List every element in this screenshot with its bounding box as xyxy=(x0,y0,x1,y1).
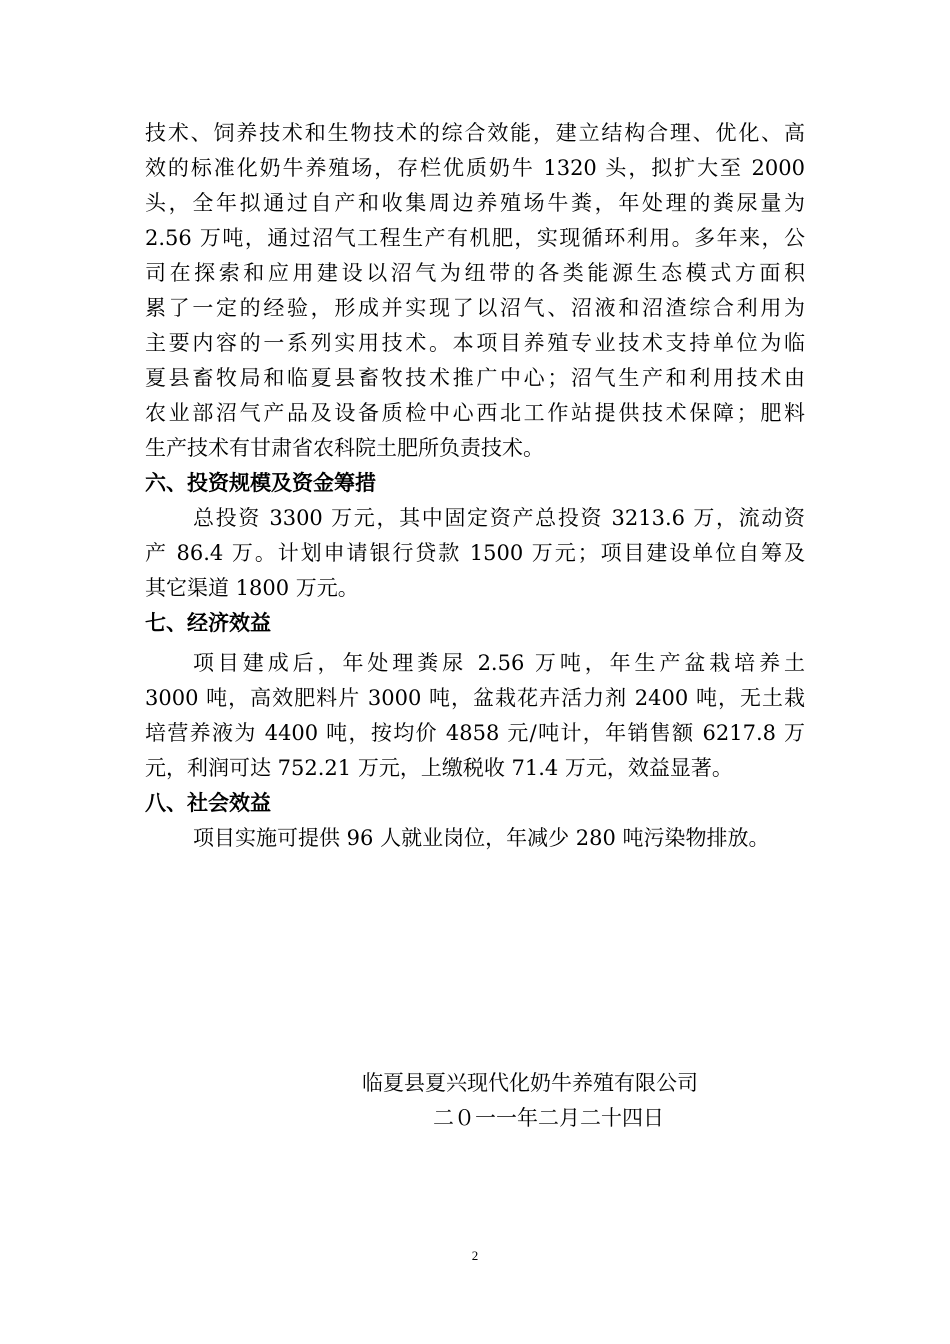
paragraph-line: 2.56 万吨，通过沼气工程生产有机肥，实现循环利用。多年来，公 xyxy=(145,226,805,250)
section-heading: 八、社会效益 xyxy=(145,790,271,815)
company-name: 临夏县夏兴现代化奶牛养殖有限公司 xyxy=(362,1071,698,1095)
paragraph-line: 效的标准化奶牛养殖场，存栏优质奶牛 1320 头，拟扩大至 2000 xyxy=(145,156,805,180)
section-heading: 六、投资规模及资金筹措 xyxy=(145,470,376,495)
paragraph-line: 产 86.4 万。计划申请银行贷款 1500 万元；项目建设单位自筹及 xyxy=(145,541,805,565)
paragraph-line: 夏县畜牧局和临夏县畜牧技术推广中心；沼气生产和利用技术由 xyxy=(145,366,805,390)
paragraph-line: 技术、饲养技术和生物技术的综合效能，建立结构合理、优化、高 xyxy=(145,121,805,145)
paragraph-line: 元，利润可达 752.21 万元，上缴税收 71.4 万元，效益显著。 xyxy=(145,756,733,780)
paragraph-line: 司在探索和应用建设以沼气为纽带的各类能源生态模式方面积 xyxy=(145,261,805,285)
paragraph-line: 3000 吨，高效肥料片 3000 吨，盆栽花卉活力剂 2400 吨，无土栽 xyxy=(145,686,805,710)
paragraph-line: 项目建成后，年处理粪尿 2.56 万吨，年生产盆栽培养土 xyxy=(193,651,805,675)
section-heading: 七、经济效益 xyxy=(145,610,271,635)
paragraph-line: 农业部沼气产品及设备质检中心西北工作站提供技术保障；肥料 xyxy=(145,401,805,425)
paragraph-line: 其它渠道 1800 万元。 xyxy=(145,576,359,600)
paragraph-line: 累了一定的经验，形成并实现了以沼气、沼液和沼渣综合利用为 xyxy=(145,296,805,320)
paragraph-line: 项目实施可提供 96 人就业岗位，年减少 280 吨污染物排放。 xyxy=(193,826,770,850)
paragraph-line: 头，全年拟通过自产和收集周边养殖场牛粪，年处理的粪尿量为 xyxy=(145,191,805,215)
signature-date: 二０一一年二月二十四日 xyxy=(433,1106,664,1130)
paragraph-line: 生产技术有甘肃省农科院土肥所负责技术。 xyxy=(145,436,544,460)
page-number: 2 xyxy=(471,1248,479,1263)
paragraph-line: 培营养液为 4400 吨，按均价 4858 元/吨计，年销售额 6217.8 万 xyxy=(145,721,805,745)
paragraph-line: 主要内容的一系列实用技术。本项目养殖专业技术支持单位为临 xyxy=(145,331,805,355)
paragraph-line: 总投资 3300 万元，其中固定资产总投资 3213.6 万，流动资 xyxy=(193,506,805,530)
